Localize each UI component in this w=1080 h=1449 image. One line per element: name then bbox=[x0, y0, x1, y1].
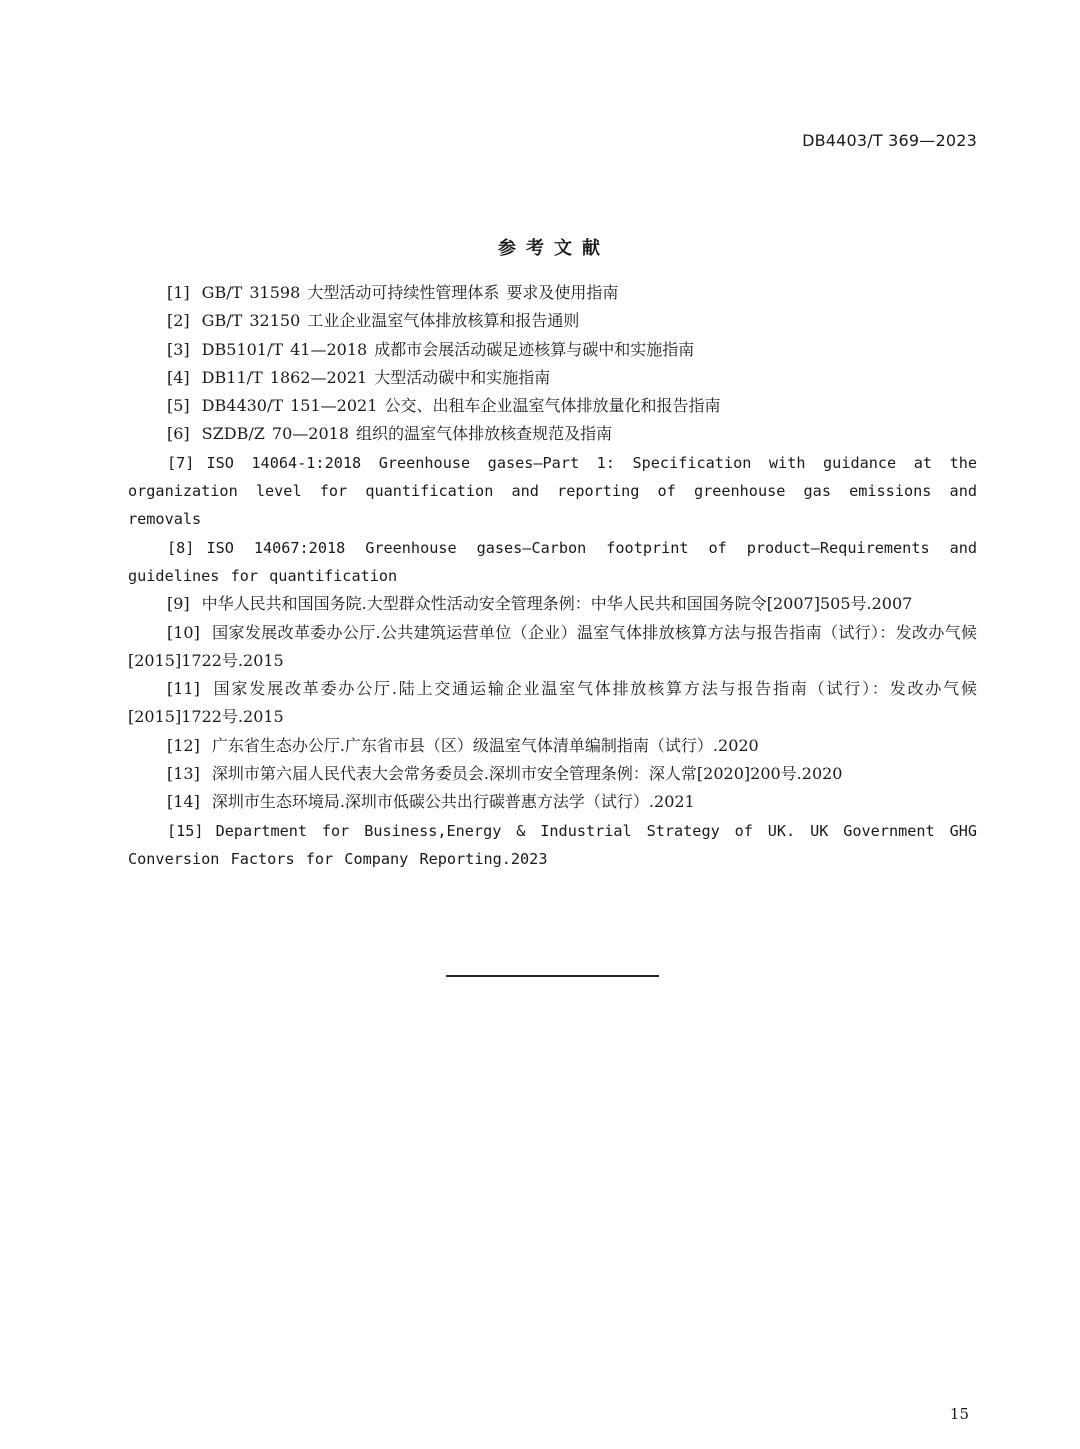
reference-text: DB4430/T 151—2021 公交、出租车企业温室气体排放量化和报告指南 bbox=[201, 396, 721, 416]
reference-number: [9] bbox=[167, 594, 190, 614]
reference-number: [2] bbox=[167, 311, 190, 331]
reference-item bbox=[128, 534, 977, 591]
reference-number: [3] bbox=[167, 339, 190, 359]
reference-text: 深圳市生态环境局.深圳市低碳公共出行碳普惠方法学（试行）.2021 bbox=[211, 792, 695, 812]
reference-list bbox=[128, 279, 977, 873]
reference-item bbox=[128, 420, 977, 448]
reference-text: DB11/T 1862—2021 大型活动碳中和实施指南 bbox=[201, 367, 551, 387]
page-number: 15 bbox=[949, 1405, 969, 1423]
reference-item bbox=[128, 449, 977, 534]
reference-number: [4] bbox=[167, 367, 190, 387]
reference-number: [8] bbox=[167, 538, 195, 557]
reference-number: [15] bbox=[167, 821, 204, 840]
reference-item bbox=[128, 336, 977, 364]
reference-number: [13] bbox=[167, 764, 200, 784]
reference-item bbox=[128, 392, 977, 420]
reference-text: Department for Business,Energy & Industrial Strategy of UK. UK Government GHG Conversion Factors for Company Reporting.2023 bbox=[128, 821, 977, 868]
reference-text: 中华人民共和国国务院.大型群众性活动安全管理条例：中华人民共和国国务院令[2007]505号.2007 bbox=[201, 594, 913, 614]
reference-item bbox=[128, 675, 977, 732]
reference-text: ISO 14064-1:2018 Greenhouse gases—Part 1: Specification with guidance at the organization level for quantification and reporting of greenhouse gas emissions and removals bbox=[128, 453, 977, 529]
reference-text: GB/T 31598 大型活动可持续性管理体系 要求及使用指南 bbox=[201, 283, 619, 302]
reference-text: 国家发展改革委办公厅.公共建筑运营单位（企业）温室气体排放核算方法与报告指南（试行）：发改办气候[2015]1722号.2015 bbox=[128, 622, 977, 670]
section-title: 参考文献 bbox=[498, 238, 610, 259]
reference-number: [14] bbox=[167, 792, 200, 812]
reference-item bbox=[128, 619, 977, 676]
reference-text: ISO 14067:2018 Greenhouse gases—Carbon footprint of product—Requirements and guidelines for quantification bbox=[128, 538, 977, 585]
reference-item bbox=[128, 732, 977, 760]
reference-number: [6] bbox=[167, 424, 190, 444]
reference-item bbox=[128, 788, 977, 816]
reference-text: 国家发展改革委办公厅.陆上交通运输企业温室气体排放核算方法与报告指南（试行）：发改办气候[2015]1722号.2015 bbox=[128, 679, 977, 727]
end-rule-divider bbox=[446, 975, 659, 977]
reference-item bbox=[128, 307, 977, 335]
reference-number: [10] bbox=[167, 622, 200, 642]
reference-number: [7] bbox=[167, 453, 195, 472]
reference-item bbox=[128, 760, 977, 788]
reference-item bbox=[128, 590, 977, 618]
reference-text: SZDB/Z 70—2018 组织的温室气体排放核查规范及指南 bbox=[201, 424, 613, 444]
reference-number: [1] bbox=[167, 283, 190, 302]
reference-item bbox=[128, 279, 977, 307]
standard-code: DB4403/T 369—2023 bbox=[802, 131, 977, 150]
reference-number: [5] bbox=[167, 396, 190, 416]
reference-text: DB5101/T 41—2018 成都市会展活动碳足迹核算与碳中和实施指南 bbox=[201, 339, 695, 359]
reference-number: [11] bbox=[167, 679, 200, 699]
reference-item bbox=[128, 817, 977, 874]
reference-text: 广东省生态办公厅.广东省市县（区）级温室气体清单编制指南（试行）.2020 bbox=[211, 735, 759, 755]
reference-text: GB/T 32150 工业企业温室气体排放核算和报告通则 bbox=[201, 311, 580, 331]
reference-item bbox=[128, 364, 977, 392]
reference-text: 深圳市第六届人民代表大会常务委员会.深圳市安全管理条例：深人常[2020]200号.2020 bbox=[211, 764, 843, 784]
reference-number: [12] bbox=[167, 735, 200, 755]
